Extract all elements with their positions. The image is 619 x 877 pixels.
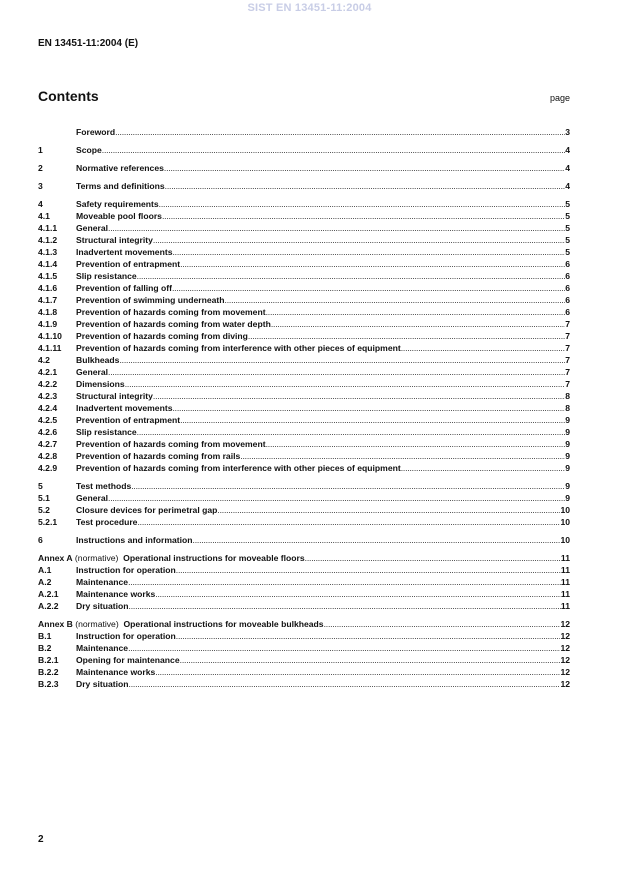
toc-entry[interactable]: [38, 306, 570, 318]
toc-entry[interactable]: [38, 552, 570, 564]
dot-leader: [225, 294, 566, 306]
toc-entry-number: 4.2.4: [38, 403, 58, 413]
toc-entry-title: General: [76, 223, 109, 233]
dot-leader: [180, 414, 565, 426]
toc-entry-title: Safety requirements: [76, 199, 159, 209]
toc-entry-page: 9: [565, 451, 570, 461]
toc-entry-page: 9: [565, 481, 570, 491]
toc-entry-number: 4.1: [38, 211, 50, 221]
toc-entry-number: 1: [38, 145, 43, 155]
dot-leader: [324, 618, 561, 630]
toc-entry-page: 7: [565, 355, 570, 365]
toc-entry-page: 11: [560, 601, 570, 611]
toc-entry-page: 6: [565, 307, 570, 317]
toc-entry-number: B.2.3: [38, 679, 59, 689]
dot-leader: [266, 306, 566, 318]
toc-entry-page: 5: [565, 211, 570, 221]
toc-entry-title: Dry situation: [76, 601, 129, 611]
toc-entry[interactable]: [38, 246, 570, 258]
page-number: 2: [38, 834, 44, 845]
page-title: Contents: [38, 88, 99, 104]
toc-entry[interactable]: [38, 162, 570, 174]
toc-entry-number: 4.1.6: [38, 283, 58, 293]
toc-entry-page: 4: [565, 145, 570, 155]
dot-leader: [266, 438, 566, 450]
toc-entry-page: 7: [565, 343, 570, 353]
toc-entry-number: 4.2: [38, 355, 50, 365]
toc-entry[interactable]: [38, 414, 570, 426]
toc-entry-number: 4.2.8: [38, 451, 58, 461]
toc-entry[interactable]: [38, 564, 570, 576]
toc-entry-page: 6: [565, 295, 570, 305]
toc-entry-title: Instruction for operation: [76, 631, 176, 641]
annex-label: Annex B: [38, 619, 73, 629]
toc-entry-page: 12: [560, 667, 570, 677]
toc-entry-page: 5: [565, 199, 570, 209]
toc-entry-number: A.2: [38, 577, 52, 587]
toc-entry-number: 4.2.3: [38, 391, 58, 401]
toc-entry-title: Slip resistance: [76, 271, 137, 281]
dot-leader: [108, 492, 565, 504]
toc-entry-page: 9: [565, 415, 570, 425]
toc-entry[interactable]: [38, 180, 570, 192]
toc-entry-title: Maintenance: [76, 577, 129, 587]
toc-entry[interactable]: [38, 630, 570, 642]
toc-entry-page: 8: [565, 391, 570, 401]
dot-leader: [155, 588, 561, 600]
toc-entry-page: 11: [560, 577, 570, 587]
dot-leader: [115, 126, 565, 138]
toc-entry-title: Normative references: [76, 163, 164, 173]
dot-leader: [248, 330, 565, 342]
toc-entry[interactable]: [38, 258, 570, 270]
toc-entry-title: Prevention of hazards coming from interference with other pieces of equipment: [76, 343, 401, 353]
dot-leader: [102, 144, 565, 156]
toc-entry[interactable]: [38, 222, 570, 234]
toc-entry-page: 10: [560, 535, 570, 545]
dot-leader: [172, 246, 565, 258]
toc-entry-number: 4.1.10: [38, 331, 62, 341]
toc-entry-title: Opening for maintenance: [76, 655, 180, 665]
toc-entry-number: B.2.1: [38, 655, 59, 665]
toc-entry-page: 12: [560, 619, 570, 629]
toc-entry-title: Inadvertent movements: [76, 403, 173, 413]
toc-entry-number: 4.2.5: [38, 415, 58, 425]
toc-entry-number: A.2.2: [38, 601, 59, 611]
toc-entry[interactable]: [38, 282, 570, 294]
toc-entry-number: 5.2: [38, 505, 50, 515]
toc-entry-title: Prevention of falling off: [76, 283, 172, 293]
toc-entry-title: Maintenance works: [76, 667, 156, 677]
toc-entry-page: 11: [560, 589, 570, 599]
dot-leader: [137, 270, 566, 282]
toc-entry-page: 12: [560, 643, 570, 653]
toc-entry-number: B.2.2: [38, 667, 59, 677]
toc-entry-number: 4.1.8: [38, 307, 58, 317]
toc-entry-title: Prevention of entrapment: [76, 259, 181, 269]
toc-entry-title: Prevention of hazards coming from interference with other pieces of equipment: [76, 463, 401, 473]
toc-entry-number: A.1: [38, 565, 52, 575]
toc-entry-title: Test methods: [76, 481, 132, 491]
toc-entry-number: B.1: [38, 631, 52, 641]
toc-entry-title: General: [76, 493, 109, 503]
toc-entry-title: Prevention of swimming underneath: [76, 295, 225, 305]
dot-leader: [125, 378, 566, 390]
toc-entry[interactable]: [38, 438, 570, 450]
dot-leader: [129, 678, 561, 690]
toc-entry[interactable]: [38, 390, 570, 402]
toc-entry-title: Maintenance works: [76, 589, 156, 599]
dot-leader: [159, 198, 566, 210]
toc-entry[interactable]: [38, 198, 570, 210]
toc-entry-title: Prevention of hazards coming from movement: [76, 439, 266, 449]
dot-leader: [305, 552, 561, 564]
toc-entry-number: A.2.1: [38, 589, 59, 599]
dot-leader: [129, 600, 561, 612]
annex-type: (normative): [72, 553, 124, 563]
dot-leader: [108, 366, 565, 378]
toc-entry[interactable]: [38, 678, 570, 690]
toc-entry-number: 4.1.2: [38, 235, 58, 245]
toc-entry[interactable]: [38, 210, 570, 222]
toc-entry-title: Closure devices for perimetral gap: [76, 505, 218, 515]
toc-entry[interactable]: [38, 354, 570, 366]
toc-entry-title: Dimensions: [76, 379, 125, 389]
toc-entry-title: Prevention of entrapment: [76, 415, 181, 425]
toc-entry-title: Inadvertent movements: [76, 247, 173, 257]
toc-entry-title: General: [76, 367, 109, 377]
annex-title: Operational instructions for moveable bulkheads: [123, 619, 324, 629]
dot-leader: [137, 516, 560, 528]
toc-entry-number: 4.1.1: [38, 223, 58, 233]
toc-entry-title: [38, 552, 305, 564]
toc-entry[interactable]: [38, 126, 570, 138]
toc-entry[interactable]: [38, 318, 570, 330]
toc-entry-title: Moveable pool floors: [76, 211, 162, 221]
toc-entry-title: Test procedure: [76, 517, 138, 527]
toc-entry-page: 7: [565, 319, 570, 329]
dot-leader: [164, 162, 565, 174]
toc-entry-number: 6: [38, 535, 43, 545]
annex-title: Operational instructions for moveable floors: [123, 553, 305, 563]
toc-entry[interactable]: [38, 378, 570, 390]
toc-entry-number: 4.1.7: [38, 295, 58, 305]
dot-leader: [401, 342, 566, 354]
toc-entry-page: 4: [565, 181, 570, 191]
toc-entry[interactable]: [38, 330, 570, 342]
dot-leader: [240, 450, 565, 462]
toc-entry-number: 4.1.5: [38, 271, 58, 281]
toc-entry[interactable]: [38, 516, 570, 528]
dot-leader: [217, 504, 560, 516]
dot-leader: [172, 402, 565, 414]
dot-leader: [128, 642, 560, 654]
toc-entry-title: Dry situation: [76, 679, 129, 689]
toc-entry-title: Terms and definitions: [76, 181, 165, 191]
toc-entry[interactable]: [38, 402, 570, 414]
toc-entry-page: 10: [560, 517, 570, 527]
toc-entry[interactable]: [38, 504, 570, 516]
toc-entry-title: Maintenance: [76, 643, 129, 653]
toc-entry-number: 4: [38, 199, 43, 209]
annex-label: Annex A: [38, 553, 73, 563]
dot-leader: [165, 180, 566, 192]
toc-entry[interactable]: [38, 576, 570, 588]
toc-entry-number: B.2: [38, 643, 52, 653]
document-id: EN 13451-11:2004 (E): [38, 38, 139, 49]
toc-entry-page: 7: [565, 367, 570, 377]
toc-entry-title: Prevention of hazards coming from movement: [76, 307, 266, 317]
toc-entry-page: 12: [560, 655, 570, 665]
dot-leader: [180, 258, 565, 270]
toc-entry[interactable]: [38, 294, 570, 306]
toc-entry-number: 4.1.3: [38, 247, 58, 257]
toc-entry-number: 4.2.2: [38, 379, 58, 389]
toc-entry-page: 11: [560, 553, 570, 563]
toc-entry[interactable]: [38, 342, 570, 354]
toc-entry-title: Instruction for operation: [76, 565, 176, 575]
toc-entry-page: 3: [565, 127, 570, 137]
toc-entry-number: 5.1: [38, 493, 50, 503]
dot-leader: [137, 426, 566, 438]
toc-entry-page: 9: [565, 439, 570, 449]
toc-entry-number: 4.1.4: [38, 259, 58, 269]
table-of-contents: [38, 126, 570, 690]
toc-entry-page: 6: [565, 283, 570, 293]
dot-leader: [193, 534, 561, 546]
toc-entry-page: 10: [560, 505, 570, 515]
toc-entry-title: Foreword: [76, 127, 116, 137]
toc-entry[interactable]: [38, 462, 570, 474]
toc-entry-page: 5: [565, 223, 570, 233]
toc-entry[interactable]: [38, 534, 570, 546]
toc-entry-page: 9: [565, 493, 570, 503]
dot-leader: [176, 630, 561, 642]
dot-leader: [108, 222, 565, 234]
toc-entry-title: Prevention of hazards coming from diving: [76, 331, 248, 341]
toc-entry-title: Slip resistance: [76, 427, 137, 437]
toc-entry[interactable]: [38, 426, 570, 438]
dot-leader: [153, 234, 565, 246]
toc-entry-title: Bulkheads: [76, 355, 120, 365]
toc-entry-title: Scope: [76, 145, 102, 155]
toc-entry-page: 9: [565, 463, 570, 473]
toc-entry-page: 8: [565, 403, 570, 413]
toc-entry-title: Prevention of hazards coming from water depth: [76, 319, 271, 329]
dot-leader: [155, 666, 560, 678]
dot-leader: [128, 576, 561, 588]
toc-entry[interactable]: [38, 618, 570, 630]
dot-leader: [176, 564, 561, 576]
toc-entry[interactable]: [38, 654, 570, 666]
toc-entry-number: 4.2.1: [38, 367, 58, 377]
toc-entry-page: 12: [560, 679, 570, 689]
toc-entry[interactable]: [38, 450, 570, 462]
toc-entry-page: 7: [565, 331, 570, 341]
dot-leader: [119, 354, 565, 366]
toc-entry[interactable]: [38, 480, 570, 492]
toc-entry-number: 4.2.9: [38, 463, 58, 473]
toc-entry-title: [38, 618, 324, 630]
toc-entry-page: 4: [565, 163, 570, 173]
toc-entry-title: Prevention of hazards coming from rails: [76, 451, 241, 461]
toc-entry-page: 12: [560, 631, 570, 641]
toc-entry-number: 3: [38, 181, 43, 191]
dot-leader: [180, 654, 561, 666]
page-column-label: page: [549, 93, 570, 103]
toc-entry[interactable]: [38, 642, 570, 654]
annex-type: (normative): [72, 619, 124, 629]
toc-entry-page: 11: [560, 565, 570, 575]
toc-entry-page: 5: [565, 247, 570, 257]
toc-entry-number: 5.2.1: [38, 517, 58, 527]
watermark: SIST EN 13451-11:2004: [247, 2, 372, 14]
toc-entry-title: Structural integrity: [76, 391, 153, 401]
toc-entry-page: 6: [565, 259, 570, 269]
toc-entry[interactable]: [38, 666, 570, 678]
toc-entry[interactable]: [38, 600, 570, 612]
dot-leader: [162, 210, 565, 222]
toc-entry-number: 4.2.6: [38, 427, 58, 437]
toc-entry-page: 9: [565, 427, 570, 437]
toc-entry-number: 4.1.11: [38, 343, 62, 353]
toc-entry-page: 5: [565, 235, 570, 245]
dot-leader: [131, 480, 565, 492]
toc-entry-page: 6: [565, 271, 570, 281]
toc-entry[interactable]: [38, 234, 570, 246]
toc-entry-title: Structural integrity: [76, 235, 153, 245]
toc-entry-number: 4.1.9: [38, 319, 58, 329]
toc-entry-number: 5: [38, 481, 43, 491]
toc-entry-title: Instructions and information: [76, 535, 193, 545]
toc-entry[interactable]: [38, 588, 570, 600]
toc-entry-page: 7: [565, 379, 570, 389]
toc-entry[interactable]: [38, 270, 570, 282]
dot-leader: [401, 462, 566, 474]
dot-leader: [172, 282, 565, 294]
toc-entry-number: 4.2.7: [38, 439, 58, 449]
toc-entry[interactable]: [38, 492, 570, 504]
toc-entry-number: 2: [38, 163, 43, 173]
toc-entry[interactable]: [38, 366, 570, 378]
dot-leader: [271, 318, 565, 330]
toc-entry[interactable]: [38, 144, 570, 156]
dot-leader: [153, 390, 565, 402]
